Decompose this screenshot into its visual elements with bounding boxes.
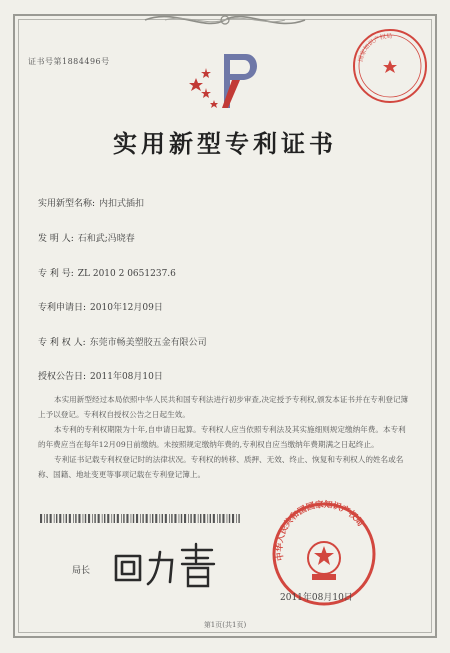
seal-top-text: 国家知识产权局 bbox=[357, 32, 393, 63]
field-label: 专 利 号: bbox=[38, 269, 74, 279]
official-seal-icon bbox=[348, 24, 432, 108]
field-label: 实用新型名称: bbox=[38, 199, 96, 209]
field-patentee bbox=[38, 335, 207, 348]
body-paragraph: 专利证书记载专利权登记时的法律状况。专利权的转移、质押、无效、终止、恢复和专利权人的姓名或名称、国籍、地址变更等事项记载在专利登记簿上。 bbox=[38, 455, 404, 479]
seal-big-text: 中华人民共和国国家知识产权局 bbox=[274, 500, 366, 562]
page-title: 实用新型专利证书 bbox=[113, 129, 337, 158]
ornament-icon bbox=[135, 6, 315, 34]
certificate-body bbox=[38, 392, 412, 482]
svg-text:中华人民共和国国家知识产权局 bbox=[274, 499, 366, 562]
field-value: 2010年12月09日 bbox=[90, 303, 163, 313]
field-label: 发 明 人: bbox=[38, 234, 74, 244]
page-footer: 第1页(共1页) bbox=[203, 621, 247, 629]
body-paragraph: 本专利的专利权期限为十年,自申请日起算。专利权人应当依照专利法及其实施细则规定缴纳年费。本专利的年费应当在每年12月09日前缴纳。未按照规定缴纳年费的,专利权自应当缴纳年费期满之日起终止。 bbox=[38, 425, 406, 449]
field-label: 授权公告日: bbox=[38, 372, 87, 382]
director-label: 局长 bbox=[72, 566, 91, 576]
field-grant-date bbox=[38, 369, 163, 382]
field-value: 内扣式插扣 bbox=[99, 199, 145, 209]
field-value: 2011年08月10日 bbox=[90, 372, 163, 382]
field-label: 专利申请日: bbox=[38, 303, 87, 313]
field-value: 石和武;冯晓春 bbox=[77, 234, 135, 244]
patent-emblem-icon bbox=[188, 48, 266, 112]
field-value: ZL 2010 2 0651237.6 bbox=[77, 269, 176, 279]
svg-text:国家知识产权局 bbox=[356, 32, 392, 63]
field-design-name bbox=[38, 196, 144, 209]
body-paragraph: 本实用新型经过本局依照中华人民共和国专利法进行初步审查,决定授予专利权,颁发本证书并在专利登记簿上予以登记。专利权自授权公告之日起生效。 bbox=[38, 395, 409, 419]
certificate-number: 证书号第1884496号 bbox=[28, 57, 110, 66]
field-patent-number bbox=[38, 266, 176, 279]
signature-icon bbox=[110, 540, 220, 590]
field-value: 东莞市畅美塑胶五金有限公司 bbox=[89, 338, 207, 348]
barcode-icon bbox=[40, 514, 240, 523]
issue-date: 2011年08月10日 bbox=[280, 593, 353, 603]
field-label: 专 利 权 人: bbox=[38, 338, 86, 348]
field-application-date bbox=[38, 300, 163, 313]
field-inventors bbox=[38, 231, 135, 244]
